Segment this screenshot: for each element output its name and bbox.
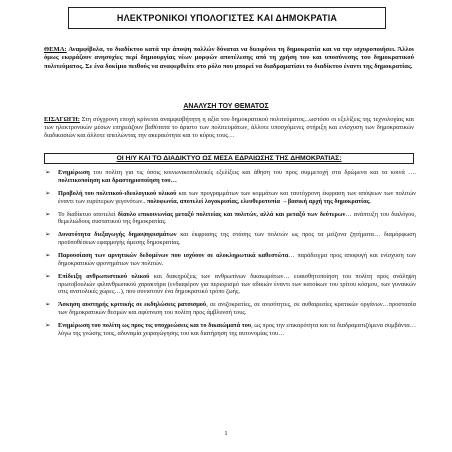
arrow-bullet-icon: ➢ <box>45 271 51 280</box>
arrow-bullet-icon: ➢ <box>45 251 51 260</box>
bullet-bold-tail: πολυφωνία, αποτελεί λογοκρισίας, ελευθεροτυπία →βασική αρχή της δημοκρατίας. <box>146 197 371 205</box>
list-item <box>44 273 416 296</box>
arrow-bullet-icon: ➢ <box>45 209 51 218</box>
bullet-text: Το διαδίκτυο αποτελεί <box>58 210 118 218</box>
bullet-list <box>44 169 416 343</box>
bullet-text: … παράδειγμα προς αποφυγή και ενίσχυση των δημοκρατικών φρονημάτων των πολιτών. <box>58 252 416 267</box>
list-item <box>44 301 416 316</box>
intro-text: Στη σύγχρονη εποχή κρίνεται αναμφισβήτητη η αξία του δημοκρατικού πολιτεύματος...ωστόσο οι εξελίξεις της τεχνολογίας και των ηλεκτρονικών μέσων επηρεάζουν βαθύτατα το άριστο των πολιτευμάτων, άλλοτε υποσχόμενες στήριξη και ενίσχυση των δημοκρατικών διαδικασιών και άλλοτε απειλώντας την ακεραιότητα και το κύρος τους… <box>44 116 414 140</box>
theme-paragraph <box>44 46 414 71</box>
bullet-bold-text: Άσκηση αυστηρής κριτικής σε εκδηλώσεις ρατσισμού <box>58 301 207 309</box>
arrow-bullet-icon: ➢ <box>45 321 51 330</box>
bullet-bold-text: Επίδειξη ανθρωπιστικού υλικού <box>58 272 150 280</box>
arrow-bullet-icon: ➢ <box>45 168 51 176</box>
bullet-text: και έκφρασης της στάσης των πολιτών ως προς τα μείζονα ζητήματα… διαμόρφωση προϋποθέσεων εφαρμογής άμεσης δημοκρατίας. <box>58 231 416 247</box>
bullet-text: , ως προς την επικαρότητα και τα διαδραματιζόμενα συμβάντα…λόγω της γνώσης τους, αδυναμία χειραγώγησης του και διατήρηση της αυτονομίας του… <box>58 322 416 337</box>
list-item <box>44 190 416 205</box>
arrow-bullet-icon: ➢ <box>45 300 51 309</box>
analysis-heading: ΑΝΑΛΥΣΗ ΤΟΥ ΘΕΜΑΤΟΣ <box>183 103 269 110</box>
bullet-tail-text: … ανάπτυξη του διαλόγου, θεμελιώδους συστατικού της δημοκρατίας. <box>58 210 417 226</box>
bullet-text: του πολίτη για τις όσοις κοινωνικοπολιτικές εξελίξεις και άθηση του προς συμμετοχή στα δρώμενα και τα κοινά …. <box>89 169 416 176</box>
list-item <box>44 169 416 184</box>
section-heading: ΟΙ Η/Υ ΚΑΙ ΤΟ ΔΙΑΔΙΚΤΥΟ ΩΣ ΜΕΣΑ ΕΔΡΑΙΩΣΗΣ ΤΗΣ ΔΗΜΟΚΡΑΤΙΑΣ: <box>44 153 414 164</box>
bullet-text: , σε ανιζοκρατίες, σε ανισότητες, σε αυθαιρεσίες κρατικών οργάνων…προστασία των δημοκρατικών θεσμών και αφύπνιση του πολίτη προς άμβλυνσή τους. <box>58 301 416 317</box>
list-item <box>44 322 416 337</box>
intro-paragraph <box>44 116 414 141</box>
page-number: 1 <box>224 430 228 437</box>
bullet-bold-text: Ενημέρωση <box>58 169 90 176</box>
list-item <box>44 252 416 267</box>
bullet-text: και διακηρύξεις των ανθρωπίνων δικαιωμάτων… ευαισθητοποίηση του πολίτη προς ανάληψη πρωτοβουλιών φιλανθρωπικού χαρακτήρα (ενδιαφέρον για περιορισμό των αδικιών έναντι των κατοίκων του τρίτου κόσμου, των γυναικών στις ανατολικές χώρες…), που συνιστούν ένα δημοκρατικό τρόπο ζωής. <box>58 272 416 296</box>
intro-label: ΕΙΣΑΓΩΓΗ: <box>44 116 80 123</box>
list-item <box>44 211 416 226</box>
bullet-bold-text: Παρουσίαση των αρνητικών δεδομένων που ισχύουν σε αλοκληρωτικά καθεστώτα <box>58 252 289 260</box>
bullet-bold-text: Δυνατότητα διεξαγωγής δημοψηφισμάτων <box>58 231 177 239</box>
theme-text: Αναμφίβολα, το διαδίκτυο κατά την άποψη πολλών δύναται να διευρύνει τη δημοκρατία και να την ισχυροποιήσει. Άλλοι όμως εκφράζουν ανησυχίες περί δημιουργίας νέων μορφών αποτέλεσης από τη χρήση του και υποσύνεσης του δημοκρατικού πολιτεύματος. Σε ένα δοκίμιο πειθούς να αναφερθείτε στο ρόλο που μπορεί να διαδραματίσει το διαδίκτυο έναντι της δημοκρατίας. <box>44 46 414 70</box>
theme-label: ΘΕΜΑ: <box>44 46 67 53</box>
arrow-bullet-icon: ➢ <box>45 188 51 197</box>
bullet-bold-text: Προβολή του πολιτικού-ιδεολογικού υλικού <box>58 189 177 197</box>
arrow-bullet-icon: ➢ <box>45 230 51 239</box>
bullet-bold-text: Ενημέρωση του πολίτη ως προς τις υποχρεώσεις και το δικαιώματά του <box>58 322 252 330</box>
list-item <box>44 231 416 246</box>
bullet-text: και των προγραμμάτων των κομμάτων και ταυτόχρονη έκφραση των απόψεων των πολιτών έναντι των ευρύτερων γεγονότων.. <box>58 189 416 205</box>
bullet-bold-tail: δίαυλο επικοινωνίας μεταξύ πολιτείας και πολιτών, αλλά και μεταξύ των δεύτερων <box>117 210 346 218</box>
bullet-bold-tail: πολιτικοποίηση και δραστηριοποίηση του… <box>58 176 177 184</box>
document-title: ΗΛΕΚΤΡΟΝΙΚΟΙ ΥΠΟΛΟΓΙΣΤΕΣ ΚΑΙ ΔΗΜΟΚΡΑΤΙΑ <box>68 7 386 29</box>
